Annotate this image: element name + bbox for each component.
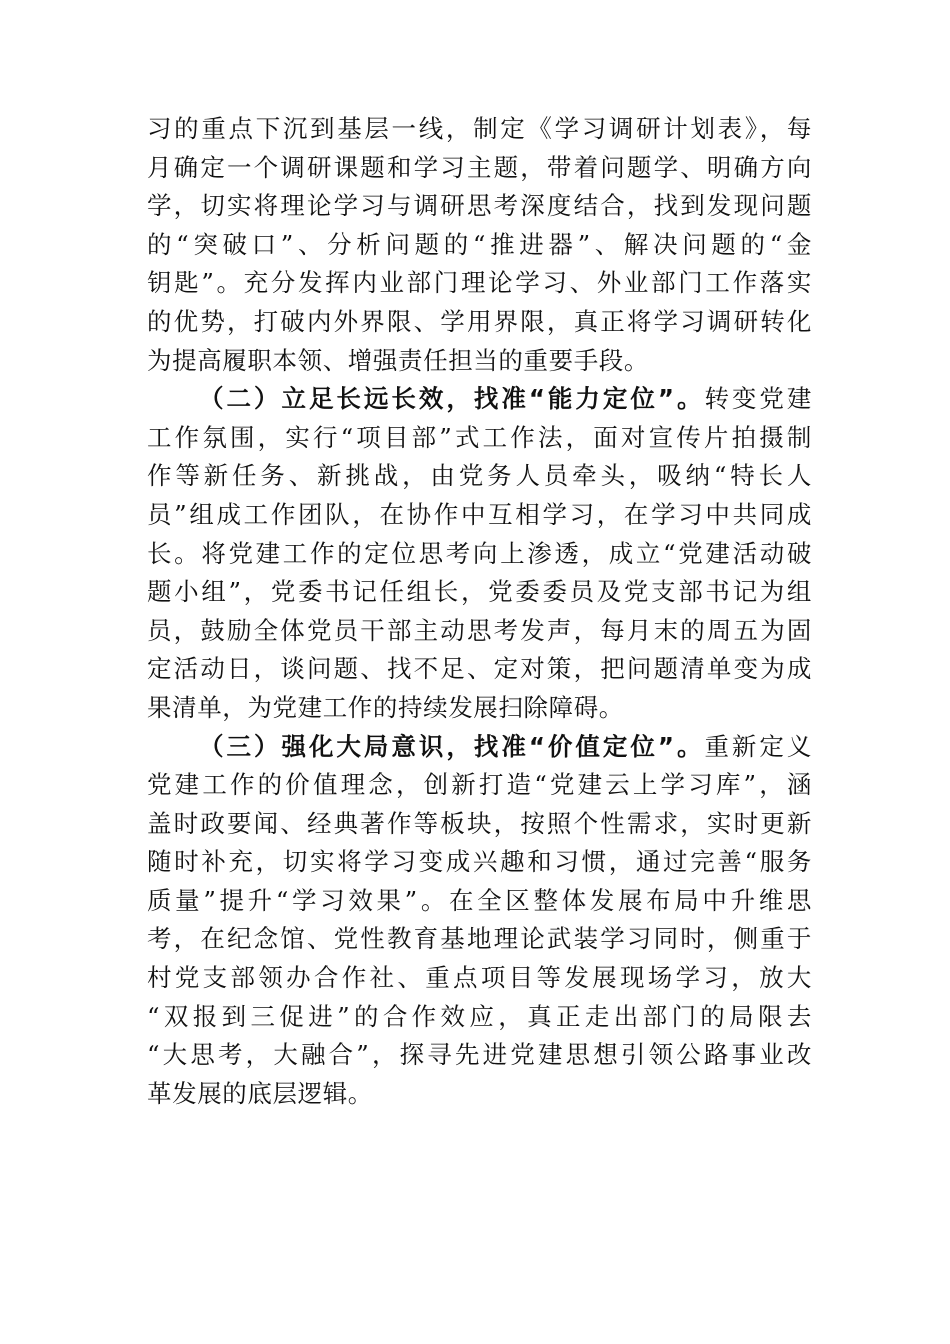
paragraph-line: 为提高履职本领、增强责任担当的重要手段。 <box>147 345 649 375</box>
paragraph-first-line <box>147 380 812 419</box>
paragraph-line: 党建工作的价值理念，创新打造“党建云上学习库”，涵 <box>147 770 812 800</box>
paragraph-line: 随时补充，切实将学习变成兴趣和习惯，通过完善“服务 <box>147 847 812 877</box>
paragraph-line: 长。将党建工作的定位思考向上渗透，成立“党建活动破 <box>147 538 812 568</box>
paragraph-line: 考，在纪念馆、党性教育基地理论武装学习同时，侧重于 <box>147 924 812 954</box>
paragraph-line: 员”组成工作团队，在协作中互相学习，在学习中共同成 <box>147 499 812 529</box>
paragraph-line: 题小组”，党委书记任组长，党委委员及党支部书记为组 <box>147 577 812 607</box>
heading-line-rest: 转变党建 <box>704 384 812 414</box>
paragraph-line: 定活动日，谈问题、找不足、定对策，把问题清单变为成 <box>147 654 812 684</box>
paragraph-line: 员，鼓励全体党员干部主动思考发声，每月末的周五为固 <box>147 615 812 645</box>
paragraph-3 <box>147 728 812 1114</box>
paragraph-line: 的“突破口”、分析问题的“推进器”、解决问题的“金 <box>147 229 812 259</box>
paragraph-line: 工作氛围，实行“项目部”式工作法，面对宣传片拍摄制 <box>147 422 812 452</box>
section-heading: （三）强化大局意识，找准“价值定位”。 <box>199 731 705 761</box>
paragraph-line: 革发展的底层逻辑。 <box>147 1078 373 1108</box>
paragraph-line: 质量”提升“学习效果”。在全区整体发展布局中升维思 <box>147 885 812 915</box>
paragraph-2 <box>147 380 812 727</box>
paragraph-first-line <box>147 728 812 767</box>
paragraph-1 <box>147 110 812 380</box>
paragraph-line: 果清单，为党建工作的持续发展扫除障碍。 <box>147 692 624 722</box>
document-body <box>147 110 812 1113</box>
paragraph-line: 月确定一个调研课题和学习主题，带着问题学、明确方向 <box>147 152 812 182</box>
section-heading: （二）立足长远长效，找准“能力定位”。 <box>199 384 705 414</box>
paragraph-line: 盖时政要闻、经典著作等板块，按照个性需求，实时更新 <box>147 808 812 838</box>
paragraph-line: 的优势，打破内外界限、学用界限，真正将学习调研转化 <box>147 306 812 336</box>
paragraph-line: 作等新任务、新挑战，由党务人员牵头，吸纳“特长人 <box>147 461 812 491</box>
paragraph-line: “大思考，大融合”，探寻先进党建思想引领公路事业改 <box>147 1040 812 1070</box>
paragraph-line: 习的重点下沉到基层一线，制定《学习调研计划表》，每 <box>147 114 812 143</box>
paragraph-line: “双报到三促进”的合作效应，真正走出部门的局限去 <box>147 1001 812 1031</box>
heading-line-rest: 重新定义 <box>704 731 812 761</box>
paragraph-line: 村党支部领办合作社、重点项目等发展现场学习，放大 <box>147 963 812 993</box>
paragraph-line: 钥匙”。充分发挥内业部门理论学习、外业部门工作落实 <box>147 268 812 298</box>
paragraph-line: 学，切实将理论学习与调研思考深度结合，找到发现问题 <box>147 191 812 221</box>
